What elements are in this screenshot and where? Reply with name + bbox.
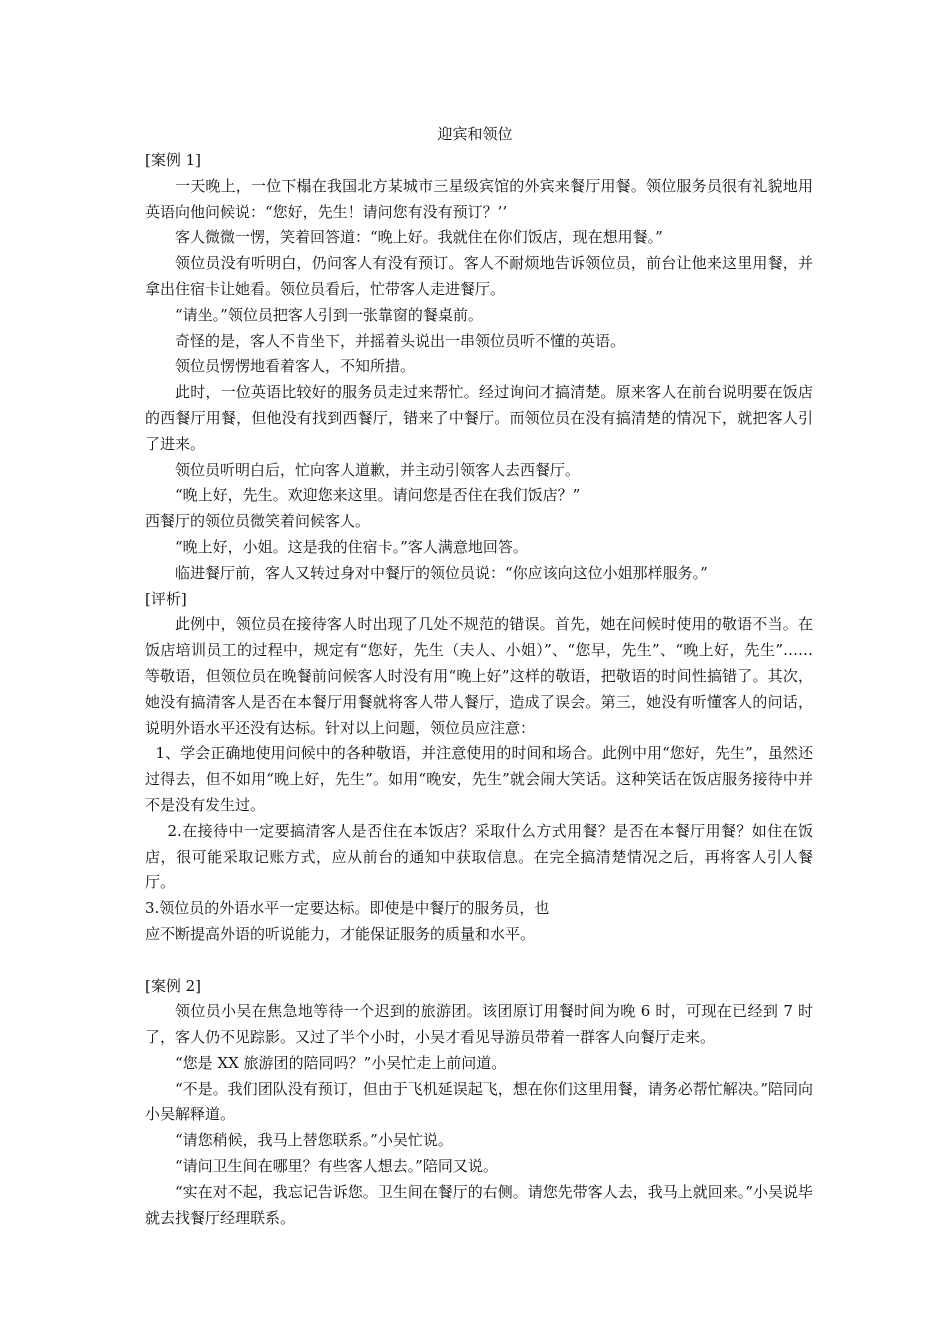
analysis-point-2: 2.在接待中一定要搞清客人是否住在本饭店？采取什么方式用餐？是否在本餐厅用餐？如住在饭店，很可能采取记账方式，应从前台的通知中获取信息。在完全搞清楚情况之后，再将客人引人餐厅。	[145, 821, 813, 892]
case1-paragraph: 临进餐厅前，客人又转过身对中餐厅的领位员说：“你应该向这位小姐那样服务。”	[175, 563, 708, 582]
case2-paragraph: 领位员小吴在焦急地等待一个迟到的旅游团。该团原订用餐时间为晚 6 时，可现在已经到 7 时了，客人仍不见踪影。又过了半个小时，小吴才看见导游员带着一群客人向餐厅走来。	[145, 1002, 813, 1047]
case2-paragraph: “不是。我们团队没有预订，但由于飞机延误起飞，想在你们这里用餐，请务必帮忙解决。”陪同向小吴解释道。	[145, 1079, 813, 1124]
case1-paragraph: 领位员听明白后，忙向客人道歉，并主动引领客人去西餐厅。	[175, 460, 581, 479]
case2-paragraph: “您是 XX 旅游团的陪同吗？”小吴忙走上前问道。	[175, 1053, 507, 1072]
document-title: 迎宾和领位	[437, 125, 513, 143]
analysis-intro: 此例中，领位员在接待客人时出现了几处不规范的错误。首先，她在问候时使用的敬语不当。在饭店培训员工的过程中，规定有“您好，先生（夫人、小姐）”、“您早，先生”、“晚上好，先生”……等敬语，但领位员在晚餐前问候客人时没有用“晚上好”这样的敬语，把敬语的时间性搞错了。其次，她没有搞清客人是否在本餐厅用餐就将客人带人餐厅，造成了误会。第三，她没有听懂客人的问话，说明外语水平还没有达标。针对以上问题，领位员应注意：	[145, 615, 813, 737]
case2-paragraph: “实在对不起，我忘记告诉您。卫生间在餐厅的右侧。请您先带客人去，我马上就回来。”小吴说毕就去找餐厅经理联系。	[145, 1182, 813, 1227]
case2-paragraph: “请问卫生间在哪里？有些客人想去。”陪同又说。	[175, 1157, 498, 1176]
case1-paragraph: 此时，一位英语比较好的服务员走过来帮忙。经过询问才搞清楚。原来客人在前台说明要在饭店的西餐厅用餐，但他没有找到西餐厅，错来了中餐厅。而领位员在没有搞清楚的情况下，就把客人引了进来。	[145, 383, 813, 453]
case2-paragraph: “请您稍候，我马上替您联系。”小吴忙说。	[175, 1131, 453, 1150]
case1-paragraph: 奇怪的是，客人不肯坐下，并摇着头说出一串领位员听不懂的英语。	[175, 331, 626, 350]
document-body	[145, 148, 813, 1231]
case1-paragraph: 领位员没有听明白，仍问客人有没有预订。客人不耐烦地告诉领位员，前台让他来这里用餐，并拿出住宿卡让她看。领位员看后，忙带客人走进餐厅。	[145, 254, 813, 298]
case1-paragraph: 一天晚上，一位下榻在我国北方某城市三星级宾馆的外宾来餐厅用餐。领位服务员很有礼貌地用英语向他问候说：“您好，先生！请问您有没有预订？’’	[145, 176, 813, 221]
analysis-point-3-cont: 应不断提高外语的听说能力，才能保证服务的质量和水平。	[145, 924, 536, 943]
analysis-point-1: 1、学会正确地使用问候中的各种敬语，并注意使用的时间和场合。此例中用“您好，先生”，虽然还过得去，但不如用“晚上好，先生”。如用“晚安，先生”就会闹大笑话。这种笑话在饭店服务接待中并不是没有发生过。	[145, 744, 813, 814]
case1-paragraph: 客人微微一愣，笑着回答道：“晚上好。我就住在你们饭店，现在想用餐。”	[175, 228, 663, 247]
case1-paragraph: “晚上好，先生。欢迎您来这里。请问您是否住在我们饭店？”	[175, 486, 581, 505]
case1-label: [案例 1]	[145, 151, 202, 169]
analysis-label: [评析]	[145, 589, 187, 608]
case1-paragraph: “晚上好，小姐。这是我的住宿卡。”客人满意地回答。	[175, 537, 528, 556]
case1-paragraph: 西餐厅的领位员微笑着问候客人。	[145, 512, 371, 531]
blank-line	[145, 948, 813, 974]
analysis-point-3: 3.领位员的外语水平一定要达标。即使是中餐厅的服务员，也	[145, 899, 550, 918]
case1-paragraph: 领位员愣愣地看着客人，不知所措。	[175, 357, 416, 376]
case2-label: [案例 2]	[145, 976, 202, 995]
case1-paragraph: “请坐。”领位员把客人引到一张靠窗的餐桌前。	[175, 305, 483, 324]
